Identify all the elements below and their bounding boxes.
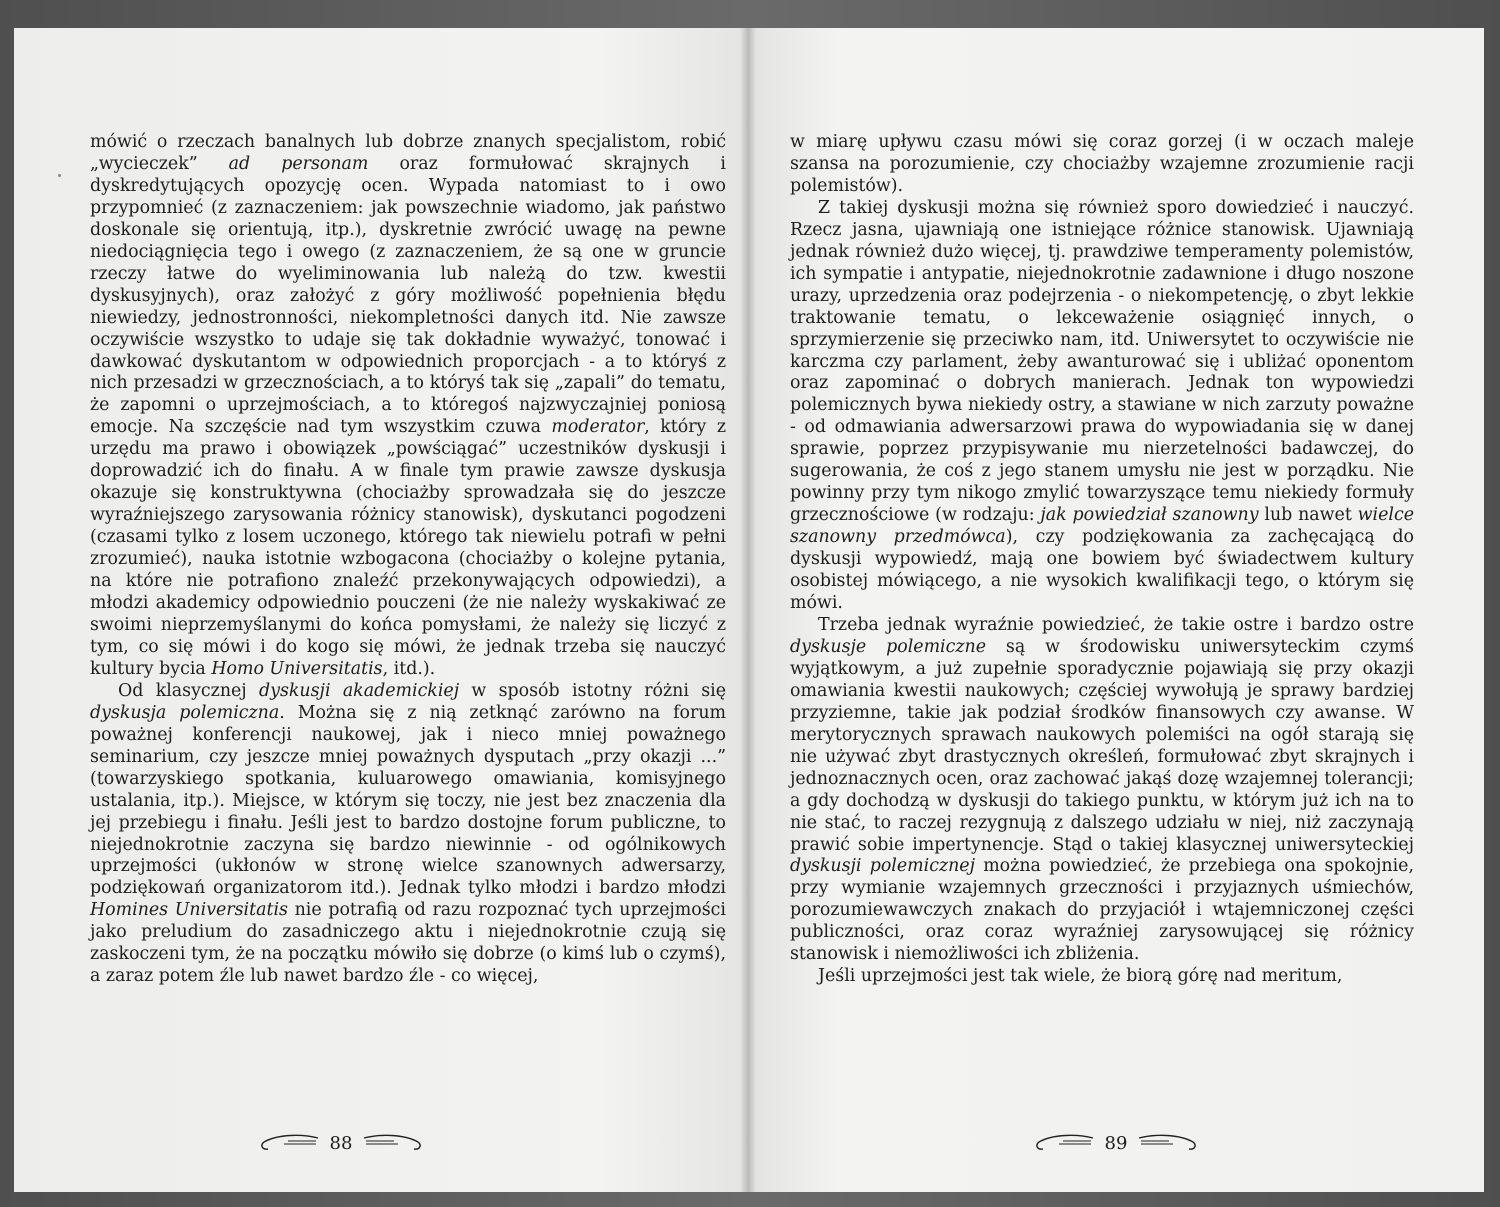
paragraph (790, 615, 1414, 966)
text-run: Jeśli uprzejmości jest tak wiele, że biorą górę nad meritum, (818, 966, 1343, 987)
text-run: Z takiej dyskusji można się również sporo dowiedzieć i nauczyć. Rzecz jasna, ujawniają one istniejące różnice stanowisk. Ujawniają jednak również dużo więcej, tj. prawdziwe temperamenty polemistów, ich sympatie i antypatie, niejednokrotnie zadawnione i długo noszone urazy, uprzedzenia oraz podejrzenia - o niekompetencję, o zbyt lekkie traktowanie tematu, o lekceważenie osiągnięć innych, o sprzymierzenie się przeciwko nam, itd. Uniwersytet to oczywiście nie karczma czy parlament, żeby awanturować się i ubliżać oponentom oraz zapominać o dobrych manierach. Jednak ton wypowiedzi polemicznych bywa niekiedy ostry, a stawiane w nich zarzuty poważne - od odmawiania adwersarzowi prawa do wypowiadania się w danej sprawie, poprzez przypisywanie mu nierzetelności badawczej, do sugerowania, że coś z jego stanem umysłu nie jest w porządku. Nie powinny przy tym nikogo zmylić towarzyszące temu niekiedy formuły grzecznościowe (w rodzaju: (790, 197, 1414, 526)
right-flourish-icon (360, 1132, 424, 1154)
page-number-left: 88 (329, 1132, 353, 1154)
text-run: mówić o rzeczach banalnych lub dobrze znanych specjalistom, robić „wycieczek” (90, 132, 726, 174)
text-run: w miarę upływu czasu mówi się coraz gorzej (i w oczach maleje szansa na porozumienie, czy chociażby wzajemne zrozumienie racji polemistów). (790, 132, 1414, 196)
paragraph (790, 198, 1414, 615)
paragraph (90, 132, 726, 681)
italic-term: moderator (551, 417, 645, 438)
right-page (748, 28, 1484, 1192)
text-run: ), czy podziękowania za zachęcającą do dyskusji wypowiedź, mają one bowiem być świadectwem kultury osobistej mówiącego, a nie wysokich kwalifikacji tego, o którym się mówi. (790, 527, 1414, 614)
text-run: w sposób istotny różni się (459, 680, 726, 701)
text-run: lub nawet (1258, 505, 1358, 526)
italic-term: dyskusji akademickiej (259, 680, 460, 701)
italic-term: dyskusja polemiczna (90, 702, 280, 723)
right-page-folio (748, 1132, 1484, 1154)
left-flourish-icon (1033, 1132, 1097, 1154)
italic-term: Homines Universitatis (90, 900, 288, 921)
italic-term: dyskusje polemiczne (790, 636, 987, 657)
text-run: są w środowisku uniwersyteckim czymś wyjątkowym, a już zupełnie sporadycznie pojawiają się przy okazji omawiania kwestii naukowych; częściej wywołują je sprawy bardziej przyziemne, takie jak podział środków finansowych czy awanse. W merytorycznych sprawach naukowych polemiści na ogół starają się nie używać zbyt drastycznych określeń, formułować zbyt skrajnych i jednoznacznych ocen, oraz zachować jakąś dozę wzajemnej tolerancji; a gdy dochodzą w dyskusji do takiego punktu, w którym już ich na to nie stać, to raczej rezygnują z dalszego udziału w niej, niż zaczynają prawić sobie impertynencje. Stąd o takiej klasycznej uniwersyteckiej (790, 636, 1414, 855)
paragraph (790, 966, 1414, 988)
text-run: Trzeba jednak wyraźnie powiedzieć, że takie ostre i bardzo ostre (818, 614, 1414, 635)
text-run: , itd.). (382, 658, 436, 679)
text-run: , który z urzędu ma prawo i obowiązek „powściągać” uczestników dyskusji i doprowadzić ich do finału. A w finale tym prawie zawsze dyskusja okazuje się konstruktywna (chociażby sprowadzała się do jeszcze wyraźniejszego zarysowania różnicy stanowisk), dyskutanci pogodzeni (czasami tylko z losem uczonego, którego tak niewielu potrafi w pełni zrozumieć), nauka istotnie wzbogacona (chociażby o kolejne pytania, na które nie potrafiono znaleźć przekonywających odpowiedzi), a młodzi akademicy odpowiednio pouczeni (że nie należy wyskakiwać ze swoimi nieprzemyślanymi do końca pomysłami, że należy się liczyć z tym, co się mówi i do kogo się mówi, że jednak trzeba się nauczyć kultury bycia (90, 417, 726, 679)
italic-term: Homo Universitatis (211, 658, 383, 679)
italic-term: jak powiedział szanowny (1040, 505, 1259, 526)
left-page (14, 28, 748, 1192)
italic-term: ad personam (228, 153, 369, 174)
text-run: . Można się z nią zetknąć zarówno na forum poważnej konferencji naukowej, jak i nieco mniej poważnego seminarium, czy jeszcze mniej poważnych dysputach „przy okazji ...” (towarzyskiego spotkania, kuluarowego omawiania, komisyjnego ustalania, itp.). Miejsce, w którym się toczy, nie jest bez znaczenia dla jej przebiegu i finału. Jeśli jest to bardzo dostojne forum publiczne, to niejednokrotnie zaczyna się bardzo niewinnie - od ogólnikowych uprzejmości (ukłonów w stronę wielce szanownych adwersarzy, podziękowań organizatorom itd.). Jednak tylko młodzi i bardzo młodzi (90, 702, 727, 899)
scan-speck (58, 174, 61, 177)
text-run: można powiedzieć, że przebiega ona spokojnie, przy wymianie wzajemnych grzeczności i przyjaznych uśmiechów, porozumiewawczych znakach do przyjaciół i wtajemniczonej części publiczności, oraz coraz wyraźniej zarysowującej się różnicy stanowisk i niemożliwości ich zbliżenia. (790, 856, 1414, 965)
paragraph (90, 681, 726, 988)
text-run: oraz formułować skrajnych i dyskredytujących opozycję ocen. Wypada natomiast to i owo przypomnieć (z zaznaczeniem: jak powszechnie wiadomo, jak państwo doskonale się orientują, itp.), dyskretnie zwrócić uwagę na pewne niedociągnięcia tego i owego (z zaznaczeniem, że są one w gruncie rzeczy łatwe do wyeliminowania lub należą do tzw. kwestii dyskusyjnych), oraz założyć z góry możliwość popełnienia błędu niewiedzy, jednostronności, niekompletności danych itd. Nie zawsze oczywiście wszystko to udaje się tak dokładnie wyważyć, tonować i dawkować dyskutantom w odpowiednich proporcjach - a to któryś z nich przesadzi w grzecznościach, a to któryś tak się „zapali” do tematu, że zapomni o uprzejmościach, a to któregoś najzwyczajniej poniosą emocje. Na szczęście nad tym wszystkim czuwa (90, 153, 726, 438)
right-flourish-icon (1135, 1132, 1199, 1154)
left-page-folio (0, 1132, 708, 1154)
paragraph (790, 132, 1414, 198)
italic-term: wielce szanowny przedmówca (790, 505, 1414, 548)
left-page-text (90, 132, 726, 988)
book-gutter (740, 28, 756, 1192)
italic-term: dyskusji polemicznej (790, 856, 975, 877)
text-run: Od klasycznej (118, 680, 260, 701)
left-flourish-icon (258, 1132, 322, 1154)
right-page-text (790, 132, 1414, 988)
text-run: nie potrafią od razu rozpoznać tych uprzejmości jako preludium do zasadniczego aktu i niejednokrotnie czują się zaskoczeni tym, że na początku mówiło się dobrze (o kimś lub o czymś), a zaraz potem źle lub nawet bardzo źle - co więcej, (90, 900, 726, 987)
page-number-right: 89 (1104, 1132, 1128, 1154)
